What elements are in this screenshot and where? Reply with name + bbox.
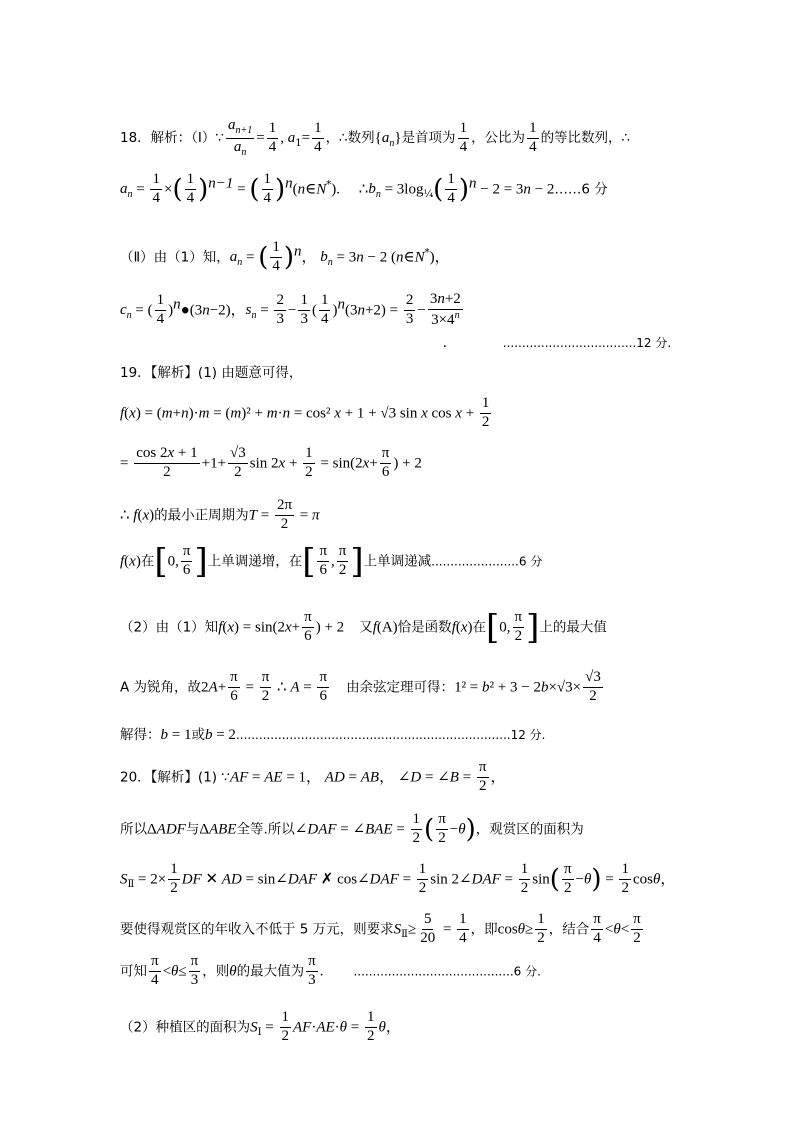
q18-ratio-fraction: $\frac{a_{n+1}}{a_n}$ xyxy=(228,117,253,158)
q19-line-3: ∴ f(x)的最小正周期为T = $\frac{2\pi}{2}$ = π xyxy=(120,497,320,532)
q18-score-line: . ...................................12 分. xyxy=(443,335,672,351)
q18-score-12: ...................................12 分. xyxy=(502,336,672,350)
q19-line-6: A 为锐角，故2A+ $\frac{\pi}{6}$ = $\frac{\pi}{2}$ ∴ A = $\frac{\pi}{6}$ 由余弦定理可得：1² = b² + 3 − 2b×√3× $\frac{√3}{2}$ xyxy=(120,669,601,704)
q19-score-12: ........................................................................12 分. xyxy=(235,728,546,742)
q18-line-3: （Ⅱ）由（1）知，$a_n$ = ( $\frac{1}{4}$ )$^n$， $b_n = 3n - 2$ (n∈N*)， xyxy=(120,239,450,274)
q20-line-5: 可知 $\frac{\pi}{4}$ <θ≤ $\frac{\pi}{3}$ ，则θ的最大值为 $\frac{\pi}{3}$ . ..........................................6 分. xyxy=(120,953,541,988)
q19-line-2: = $\frac{\cos 2x + 1}{2}$ +1+ $\frac{√3}{2}$ sin 2x + $\frac{1}{2}$ = sin(2x+ $\frac{\pi}{6}$ ) + 2 xyxy=(120,445,422,480)
q18-line-2: $a_n$ = $\frac{1}{4}$ ×( $\frac{1}{4}$ )$^{n-1}$ = ( $\frac{1}{4}$ )$^n$(n∈N*). $\therefore b_n = 3\log_{\frac{1}{4}}$( $\frac{1}{4}$ )$^n$ − 2 = 3n − 2……6 分 xyxy=(120,171,608,206)
q18-score-6: ……6 分 xyxy=(554,181,608,198)
q20-line-4: 要使得观赏区的年收入不低于 5 万元，则要求$S_Ⅱ\ge$ $\frac{5}{20}$ = $\frac{1}{4}$ ，即cosθ≥ $\frac{1}{2}$ ，结合 $\frac{\pi}{4}$ <θ< $\frac{\pi}{2}$ xyxy=(120,911,641,946)
q18-line-1: 18．解析：（Ⅰ）∵ $\frac{a_{n+1}}{a_n}$ = $\frac{1}{4}$ , $a_1=$ $\frac{1}{4}$ ，∴数列$\{a_n\}$是首项为 $\frac{1}{4}$ ，公比为 $\frac{1}{4}$ 的等比数列，∴ xyxy=(120,117,631,158)
q19-line-1: f(x) = (m+n)·m = (m)² + m·n = cos² x + 1 + √3 sin x cos x + $\frac{1}{2}$ xyxy=(120,395,490,430)
q19-line-7: 解得：b = 1或b = 2........................................................................12 分. xyxy=(120,727,546,743)
q20-line-2: 所以ΔADF与ΔABE全等.所以∠DAF = ∠BAE = $\frac{1}{2}$ ( $\frac{\pi}{2}$ −θ)，观赏区的面积为 xyxy=(120,811,584,846)
q20-score-6: ..........................................6 分. xyxy=(353,964,541,979)
q20-line-1: 20．【解析】(1) ∵AF = AE = 1， AD = AB， ∠D = ∠B = $\frac{\pi}{2}$ ， xyxy=(120,759,506,794)
q18-line-4: $c_n$ = ( $\frac{1}{4}$ )$^n$●(3n−2)，$s_n$ = $\frac{2}{3}$ − $\frac{1}{3}$ ( $\frac{1}{4}$ )$^n$(3n+2) = $\frac{2}{3}$ − $\frac{3n+2}{3\times 4^n}$ xyxy=(120,291,461,328)
q20-line-3: $S_Ⅱ = 2\times$ $\frac{1}{2}$ DF ✕ AD = sin∠DAF ✗ cos∠DAF = $\frac{1}{2}$ sin 2∠DAF = $\frac{1}{2}$ sin( $\frac{\pi}{2}$ −θ) = $\frac{1}{2}$ cosθ， xyxy=(120,861,676,896)
q19-heading: 19．【解析】(1) 由题意可得， xyxy=(120,365,303,381)
q20-line-6: （2）种植区的面积为$S_Ⅰ$ = $\frac{1}{2}$ AF·AE·θ = $\frac{1}{2}$ θ， xyxy=(120,1009,401,1044)
q18-prefix: 18．解析：（Ⅰ）∵ xyxy=(120,130,224,146)
q19-line-5: （2）由（1）知f(x) = sin(2x+ $\frac{\pi}{6}$ ) + 2 又f(A)恰是函数f(x)在[0, $\frac{\pi}{2}$ ]上的最大值 xyxy=(120,607,607,648)
q19-line-4: f(x)在[0, $\frac{\pi}{6}$ ]上单调递增，在[ $\frac{\pi}{6}$ , $\frac{\pi}{2}$ ]上单调递减.......................6 分 xyxy=(120,541,543,582)
q19-score-6: .......................6 分 xyxy=(431,554,543,569)
